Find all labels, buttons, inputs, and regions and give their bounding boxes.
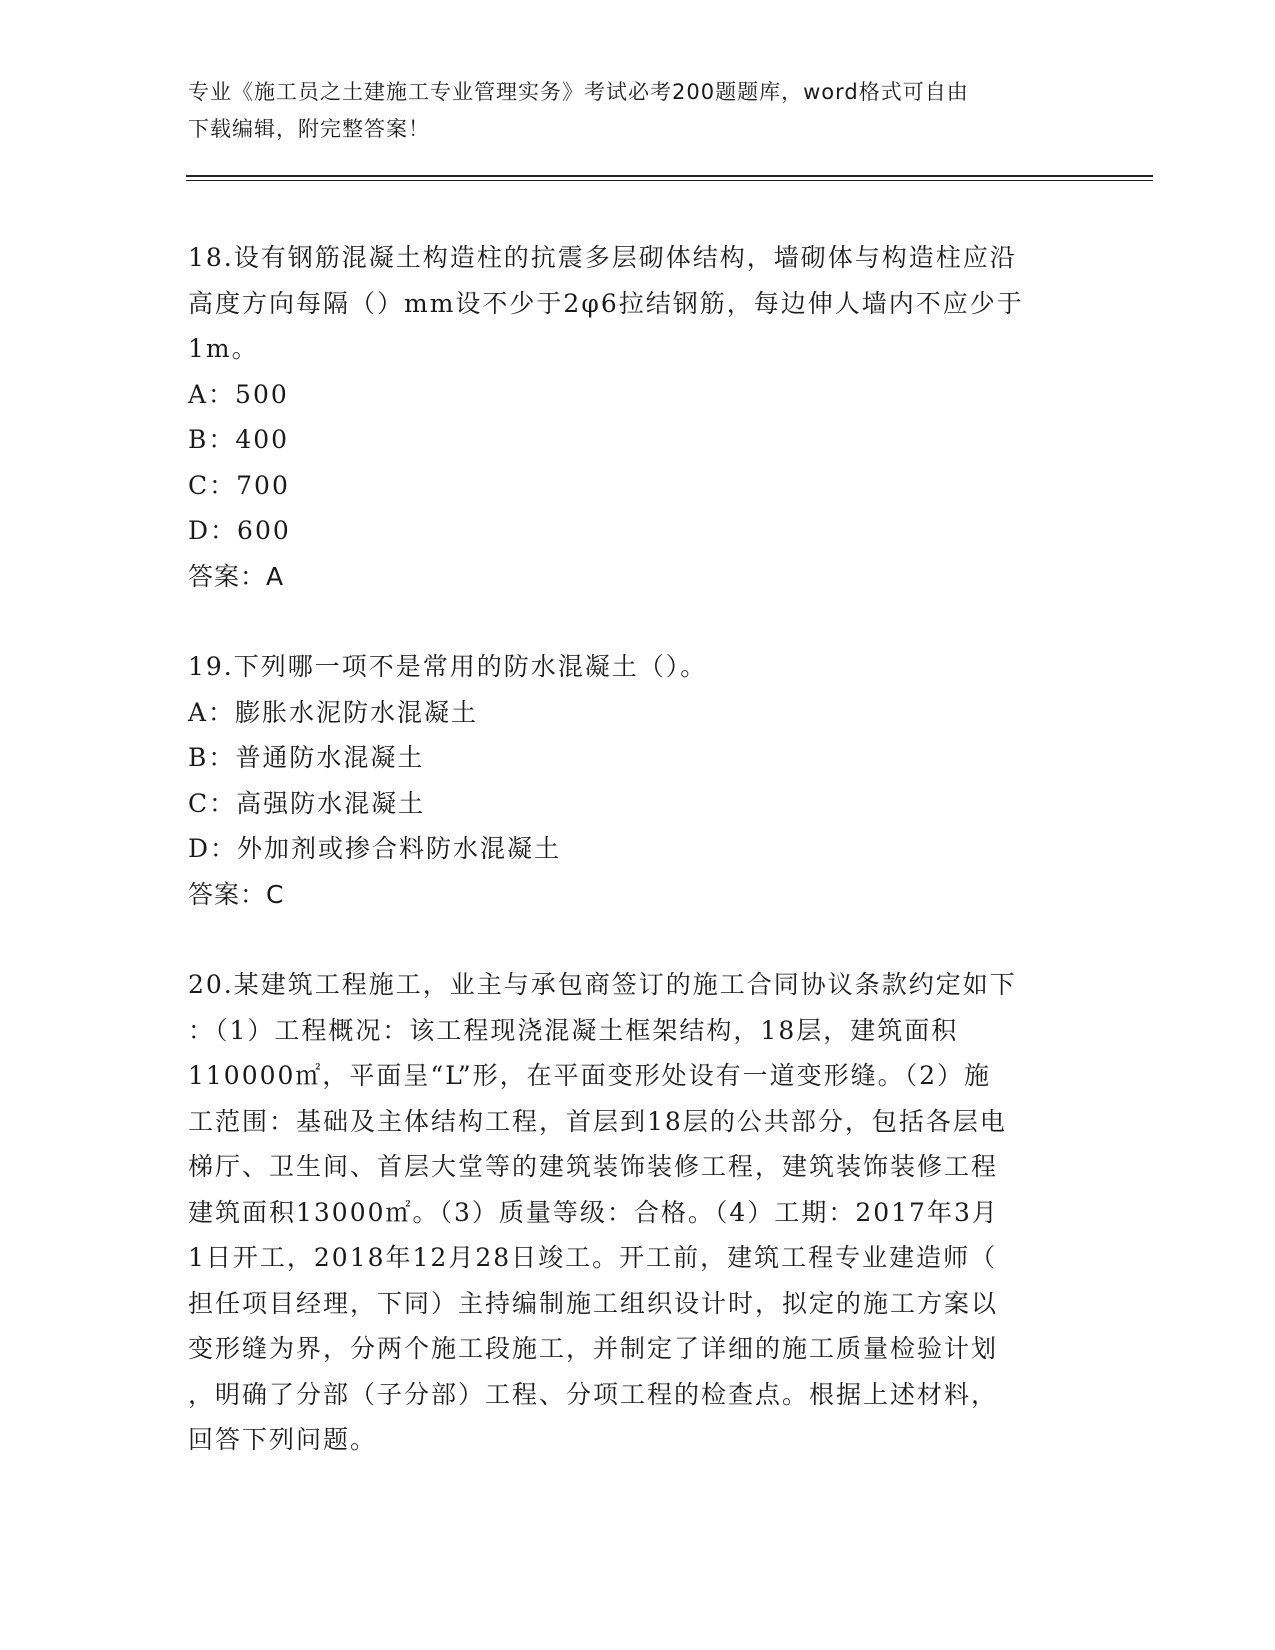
header-divider: [186, 175, 1153, 177]
question-text-line: ：（1）工程概况：该工程现浇混凝土框架结构，18层，建筑面积: [188, 1015, 959, 1045]
question-text-line: 担任项目经理，下同）主持编制施工组织设计时，拟定的施工方案以: [188, 1288, 999, 1318]
option-d: D：外加剂或掺合料防水混凝土: [188, 834, 562, 863]
option-a: A：膨胀水泥防水混凝土: [188, 697, 479, 727]
question-19: [188, 644, 1088, 917]
question-text-line: ，明确了分部（子分部）工程、分项工程的检查点。根据上述材料，: [188, 1379, 999, 1409]
question-18: [188, 235, 1088, 599]
option-b: B：400: [188, 425, 290, 454]
question-text-line: 1m。: [188, 334, 259, 363]
question-text-line: 回答下列问题。: [188, 1425, 378, 1454]
option-b: B：普通防水混凝土: [188, 743, 425, 772]
question-text-line: 110000㎡，平面呈“L”形，在平面变形处设有一道变形缝。（2）施: [188, 1061, 992, 1090]
question-20: [188, 962, 1088, 1463]
option-c: C：700: [188, 470, 290, 500]
question-text-line: 19.下列哪一项不是常用的防水混凝土（）。: [188, 652, 708, 681]
option-c: C：高强防水混凝土: [188, 788, 426, 818]
answer-line: 答案：A: [188, 561, 285, 591]
option-d: D：600: [188, 516, 291, 545]
question-text-line: 工范围：基础及主体结构工程，首层到18层的公共部分，包括各层电: [188, 1106, 1007, 1136]
question-text-line: 变形缝为界，分两个施工段施工，并制定了详细的施工质量检验计划: [188, 1334, 999, 1363]
answer-line: 答案：C: [188, 879, 285, 909]
spacer: [188, 599, 1088, 644]
question-list: [188, 235, 1088, 1463]
question-text-line: 20.某建筑工程施工，业主与承包商签订的施工合同协议条款约定如下: [188, 970, 1017, 999]
question-text-line: 梯厅、卫生间、首层大堂等的建筑装饰装修工程，建筑装饰装修工程: [188, 1152, 999, 1181]
page-header: [188, 74, 1088, 148]
header-line-1: 专业《施工员之土建施工专业管理实务》考试必考200题题库，word格式可自由: [188, 80, 969, 104]
question-text-line: 1日开工，2018年12月28日竣工。开工前，建筑工程专业建造师（: [188, 1243, 998, 1272]
header-divider-thin: [186, 180, 1153, 181]
question-text-line: 高度方向每隔（）mm设不少于2φ6拉结钢筋，每边伸人墙内不应少于: [188, 288, 1024, 318]
option-a: A：500: [188, 379, 289, 409]
question-text-line: 18.设有钢筋混凝土构造柱的抗震多层砌体结构，墙砌体与构造柱应沿: [188, 243, 1017, 272]
header-line-2: 下载编辑，附完整答案！: [188, 117, 430, 141]
spacer: [188, 917, 1088, 962]
question-text-line: 建筑面积13000㎡。（3）质量等级：合格。（4）工期：2017年3月: [188, 1197, 999, 1227]
